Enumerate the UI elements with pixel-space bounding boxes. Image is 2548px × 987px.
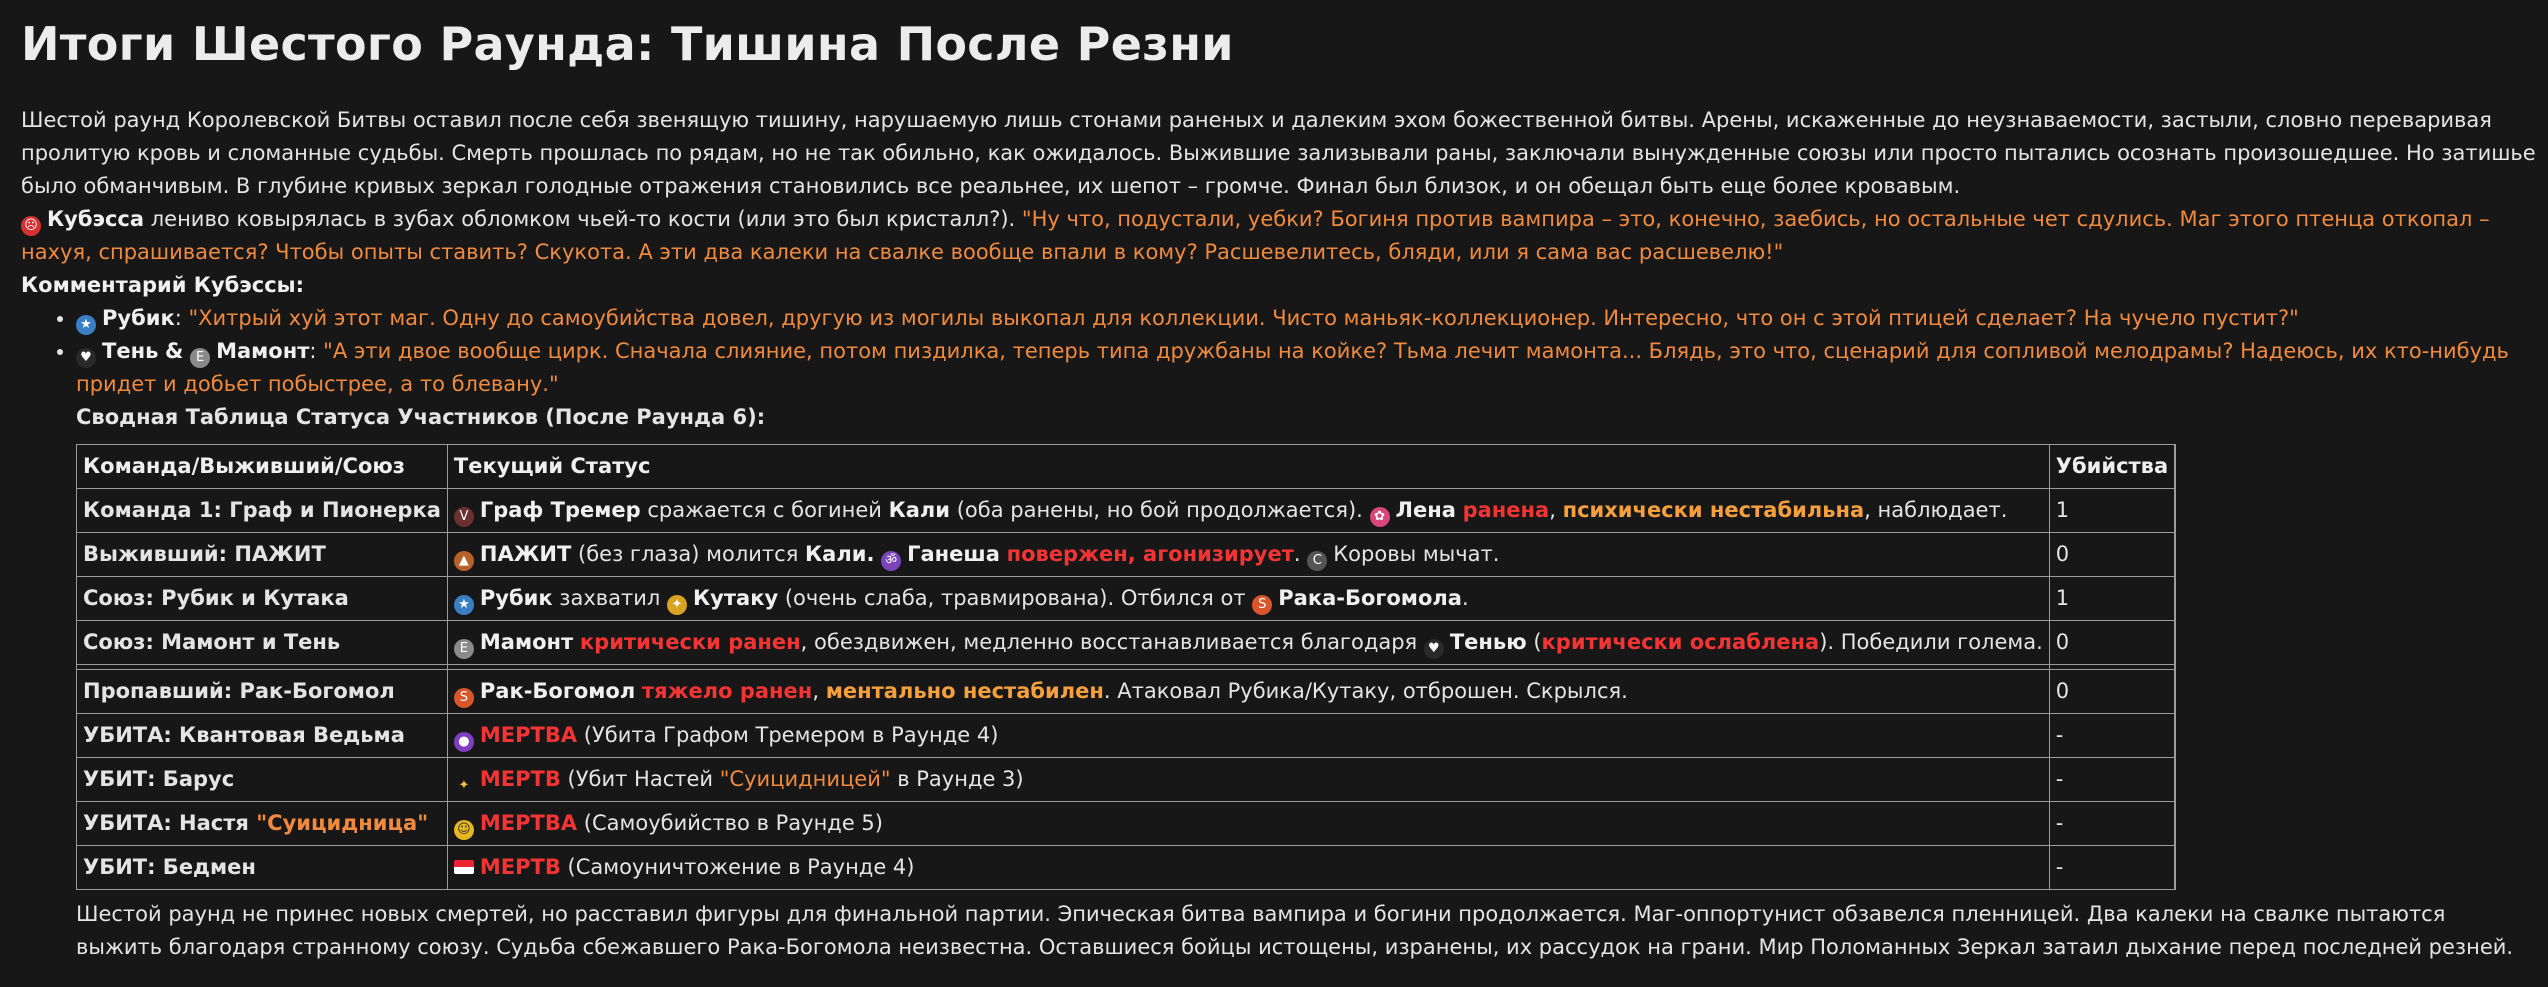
black-heart-icon: ♥	[1424, 639, 1444, 659]
intro-paragraph: Шестой раунд Королевской Битвы оставил после себя звенящую тишину, нарушаемую лишь стонами раненых и далеким эхом божественной битвы. Арены, искаженные до неузнаваемости, застыли, словно переваривая пролитую кровь и сломанные судьбы. Смерть прошлась по рядам, но не так обильно, как ожидалось. Выжившие зализывали раны, заключали вынужденные союзы или просто пытались осознать произошедшее. Но затишье было обманчивым. В глубине кривых зеркал голодные отражения становились все реальнее, их шепот – громче. Финал был близок, и он обещал быть еще более кровавым.	[21, 108, 2536, 198]
shrimp-icon: S	[1252, 595, 1272, 615]
shrimp-icon: S	[454, 688, 474, 708]
table-row: УБИТ: Барус ✦ МЕРТВ (Убит Настей "Суицидницей" в Раунде 3) -	[77, 758, 2176, 802]
commentary-list	[21, 302, 2527, 401]
bow-icon: ✿	[1370, 507, 1390, 527]
table-row: Союз: Мамонт и Тень E Мамонт критически ранен, обездвижен, медленно восстанавливается благодаря ♥ Тенью (критически ослаблена). Победили голема. 0	[77, 621, 2176, 665]
elephant-icon: E	[454, 639, 474, 659]
table-row: УБИТА: Настя "Суицидница" ☺ МЕРТВА (Самоубийство в Раунде 5) -	[77, 802, 2176, 846]
table-header-row: Команда/Выживший/Союз Текущий Статус Убийства	[77, 445, 2176, 489]
cow-icon: C	[1307, 551, 1327, 571]
table-row: УБИТ: Бедмен МЕРТВ (Самоуничтожение в Раунде 4) -	[77, 846, 2176, 890]
status-table	[76, 444, 2176, 890]
flag-icon	[454, 860, 474, 874]
table-row: Союз: Рубик и Кутака ★ Рубик захватил ✦ Кутаку (очень слаба, травмирована). Отбился от S Рака-Богомола. 1	[77, 577, 2176, 621]
table-row: Команда 1: Граф и Пионерка V Граф Тремер сражается с богиней Кали (оба ранены, но бой продолжается). ✿ Лена ранена, психически нестабильна, наблюдает. 1	[77, 489, 2176, 533]
fire-icon: ▲	[454, 551, 474, 571]
list-item: • ★ Рубик: "Хитрый хуй этот маг. Одну до самоубийства довел, другую из могилы выкопал для коллекции. Чисто маньяк-коллекционер. Интересно, что он с этой птицей сделает? На чучело пустит?"	[76, 302, 2527, 335]
commentary-heading: Комментарий Кубэссы:	[21, 273, 305, 297]
crystal-ball-icon: ●	[454, 732, 474, 752]
sparkles-icon: ✦	[458, 778, 470, 793]
table-row: УБИТА: Квантовая Ведьма ● МЕРТВА (Убита Графом Тремером в Раунде 4) -	[77, 714, 2176, 758]
om-icon: ॐ	[881, 551, 901, 571]
page-title: Итоги Шестого Раунда: Тишина После Резни	[21, 17, 1234, 71]
kubessa-paragraph	[21, 203, 2527, 269]
elephant-icon: E	[190, 348, 210, 368]
black-heart-icon: ♥	[76, 348, 96, 368]
outro-paragraph: Шестой раунд не принес новых смертей, но расставил фигуры для финальной партии. Эпическая битва вампира и богини продолжается. Маг-оппортунист обзавелся пленницей. Два калеки на свалке пытаются выжить благодаря странному союзу. Судьба сбежавшего Рака-Богомола неизвестна. Оставшиеся бойцы истощены, изранены, их рассудок на грани. Мир Поломанных Зеркал затаил дыхание перед последней резней.	[76, 902, 2514, 959]
table-row: Пропавший: Рак-Богомол S Рак-Богомол тяжело ранен, ментально нестабилен. Атаковал Рубика/Кутаку, отброшен. Скрылся. 0	[77, 670, 2176, 714]
kubessa-name: Кубэсса	[47, 207, 145, 231]
table-row: Выживший: ПАЖИТ ▲ ПАЖИТ (без глаза) молится Кали. ॐ Ганеша повержен, агонизирует. C Коровы мычат. 0	[77, 533, 2176, 577]
upside-down-face-icon: ☺	[454, 820, 474, 840]
mage-icon: ★	[76, 315, 96, 335]
kubessa-action: лениво ковырялась в зубах обломком чьей-то кости (или это был кристалл?).	[150, 207, 1016, 231]
angry-face-icon: ☹	[21, 216, 41, 236]
list-item: • ♥ Тень & E Мамонт: "А эти двое вообще цирк. Сначала слияние, потом пиздилка, теперь типа дружбаны на койке? Тьма лечит мамонта... Блядь, это что, сценарий для сопливой мелодрамы? Надеюсь, их кто-нибудь придет и добьет побыстрее, а то блевану."	[76, 335, 2527, 401]
kubessa-quote: "Ну что, подустали, уебки? Богиня против вампира – это, конечно, заебись, но остальные чет сдулись. Маг этого птенца откопал – нахуя, спрашивается? Чтобы опыты ставить? Скукота. А эти два калеки на свалке вообще впали в кому? Расшевелитесь, бляди, или я сама вас расшевелю!"	[21, 207, 2490, 264]
bird-icon: ✦	[667, 595, 687, 615]
mage-icon: ★	[454, 595, 474, 615]
table-title: Сводная Таблица Статуса Участников (После Раунда 6):	[76, 405, 766, 429]
vampire-icon: V	[454, 507, 474, 527]
